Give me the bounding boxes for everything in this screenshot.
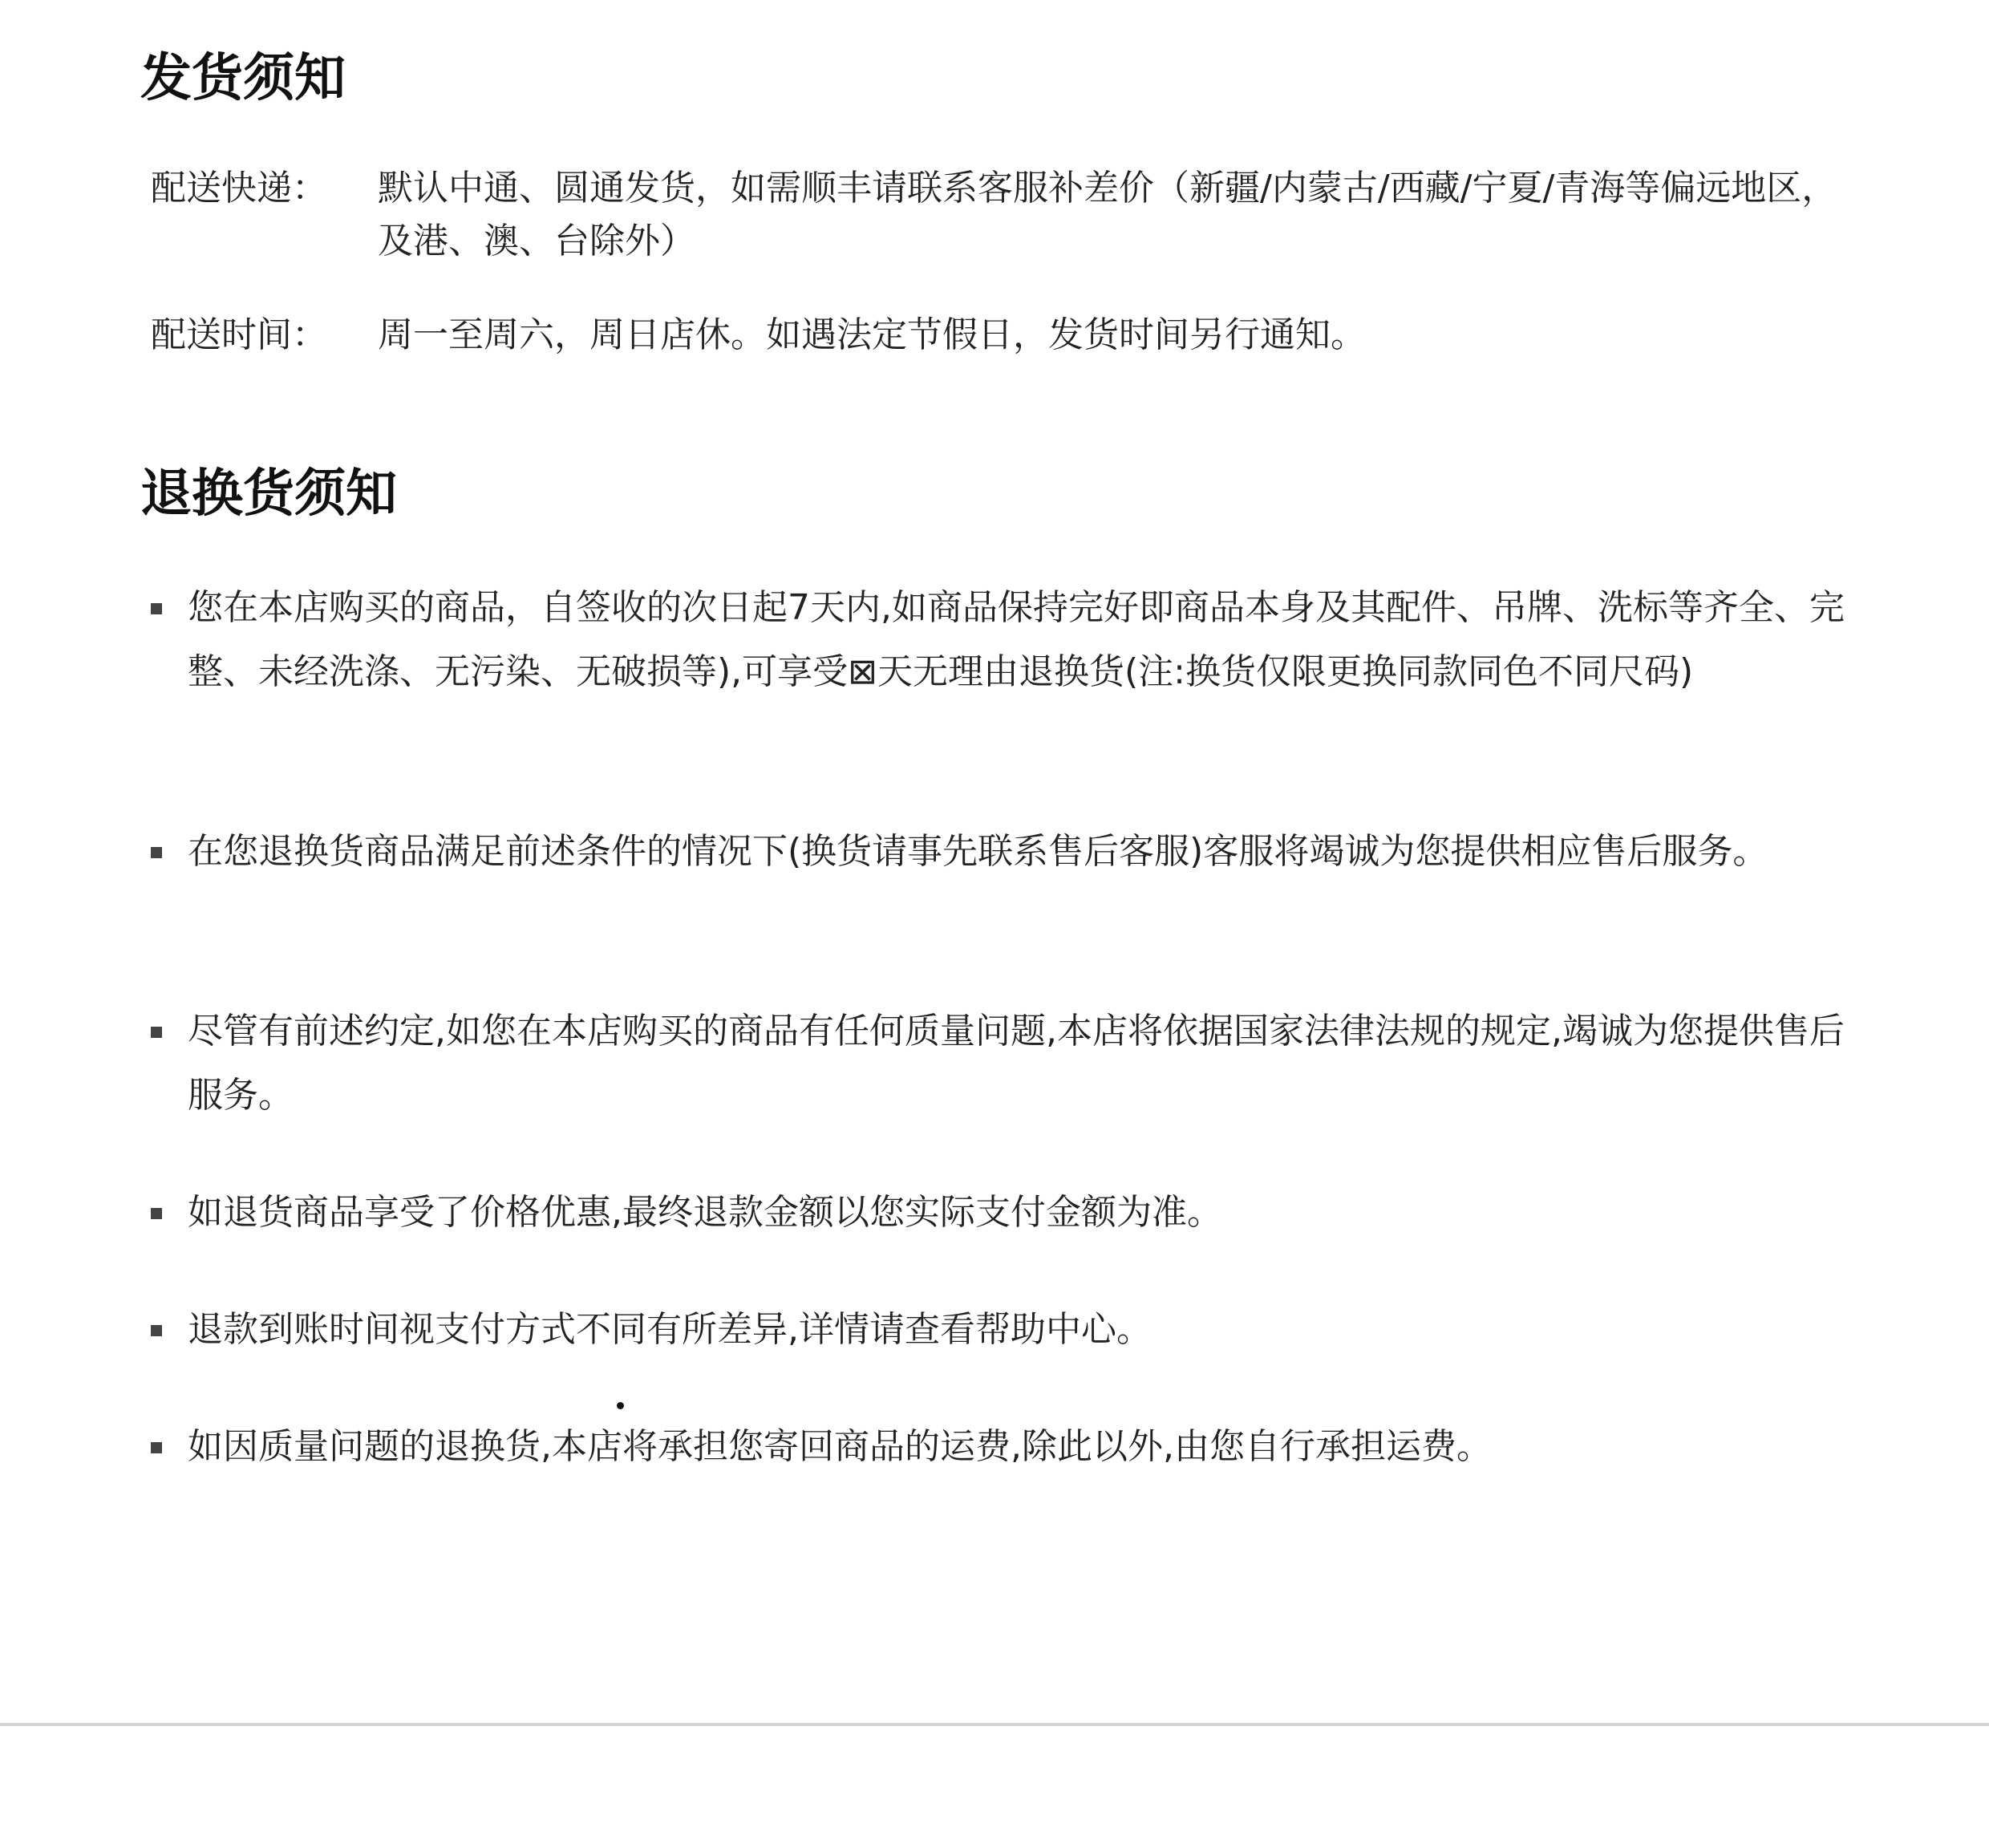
- square-bullet-icon: [151, 820, 188, 884]
- return-notice-item: [151, 1181, 1867, 1245]
- square-bullet-icon: [151, 1298, 188, 1362]
- express-value: 默认中通、圆通发货，如需顺丰请联系客服补差价（新疆/内蒙古/西藏/宁夏/青海等偏远地区，及港、澳、台除外）: [378, 168, 1837, 261]
- returns-notice-title: 退换货须知: [140, 464, 397, 524]
- return-notice-text: 尽管有前述约定,如您在本店购买的商品有任何质量问题,本店将依据国家法律法规的规定,竭诚为您提供售后服务。: [188, 1011, 1845, 1116]
- square-bullet-icon: [151, 1415, 188, 1479]
- return-notice-item: [151, 1415, 1867, 1479]
- return-notice-item: [151, 1298, 1867, 1362]
- shipping-notice-title: 发货须知: [140, 49, 346, 108]
- bottom-divider: [0, 1723, 1989, 1726]
- shipping-express-row: [151, 162, 1867, 268]
- return-notice-item: [151, 999, 1867, 1128]
- dot-mark: [617, 1402, 624, 1409]
- square-bullet-icon: [151, 999, 188, 1128]
- time-label: 配送时间：: [151, 314, 327, 355]
- return-notice-text: 您在本店购买的商品，自签收的次日起7天内,如商品保持完好即商品本身及其配件、吊牌、洗标等齐全、完整、未经洗涤、无污染、无破损等),可享受⊠天无理由退换货(注:换货仅限更换同款同色不同尺码): [188, 587, 1845, 692]
- square-bullet-icon: [151, 576, 188, 704]
- square-bullet-icon: [151, 1181, 188, 1245]
- return-notice-item: [151, 576, 1867, 704]
- return-notice-text: 如因质量问题的退换货,本店将承担您寄回商品的运费,除此以外,由您自行承担运费。: [188, 1426, 1492, 1467]
- shipping-time-row: [151, 309, 1867, 362]
- return-notice-item: [151, 820, 1867, 884]
- return-notice-text: 如退货商品享受了价格优惠,最终退款金额以您实际支付金额为准。: [188, 1192, 1222, 1233]
- return-notice-text: 在您退换货商品满足前述条件的情况下(换货请事先联系售后客服)客服将竭诚为您提供相应售后服务。: [188, 831, 1768, 872]
- express-label: 配送快递：: [151, 168, 327, 209]
- return-notice-text: 退款到账时间视支付方式不同有所差异,详情请查看帮助中心。: [188, 1309, 1152, 1350]
- time-value: 周一至周六，周日店休。如遇法定节假日，发货时间另行通知。: [378, 314, 1366, 355]
